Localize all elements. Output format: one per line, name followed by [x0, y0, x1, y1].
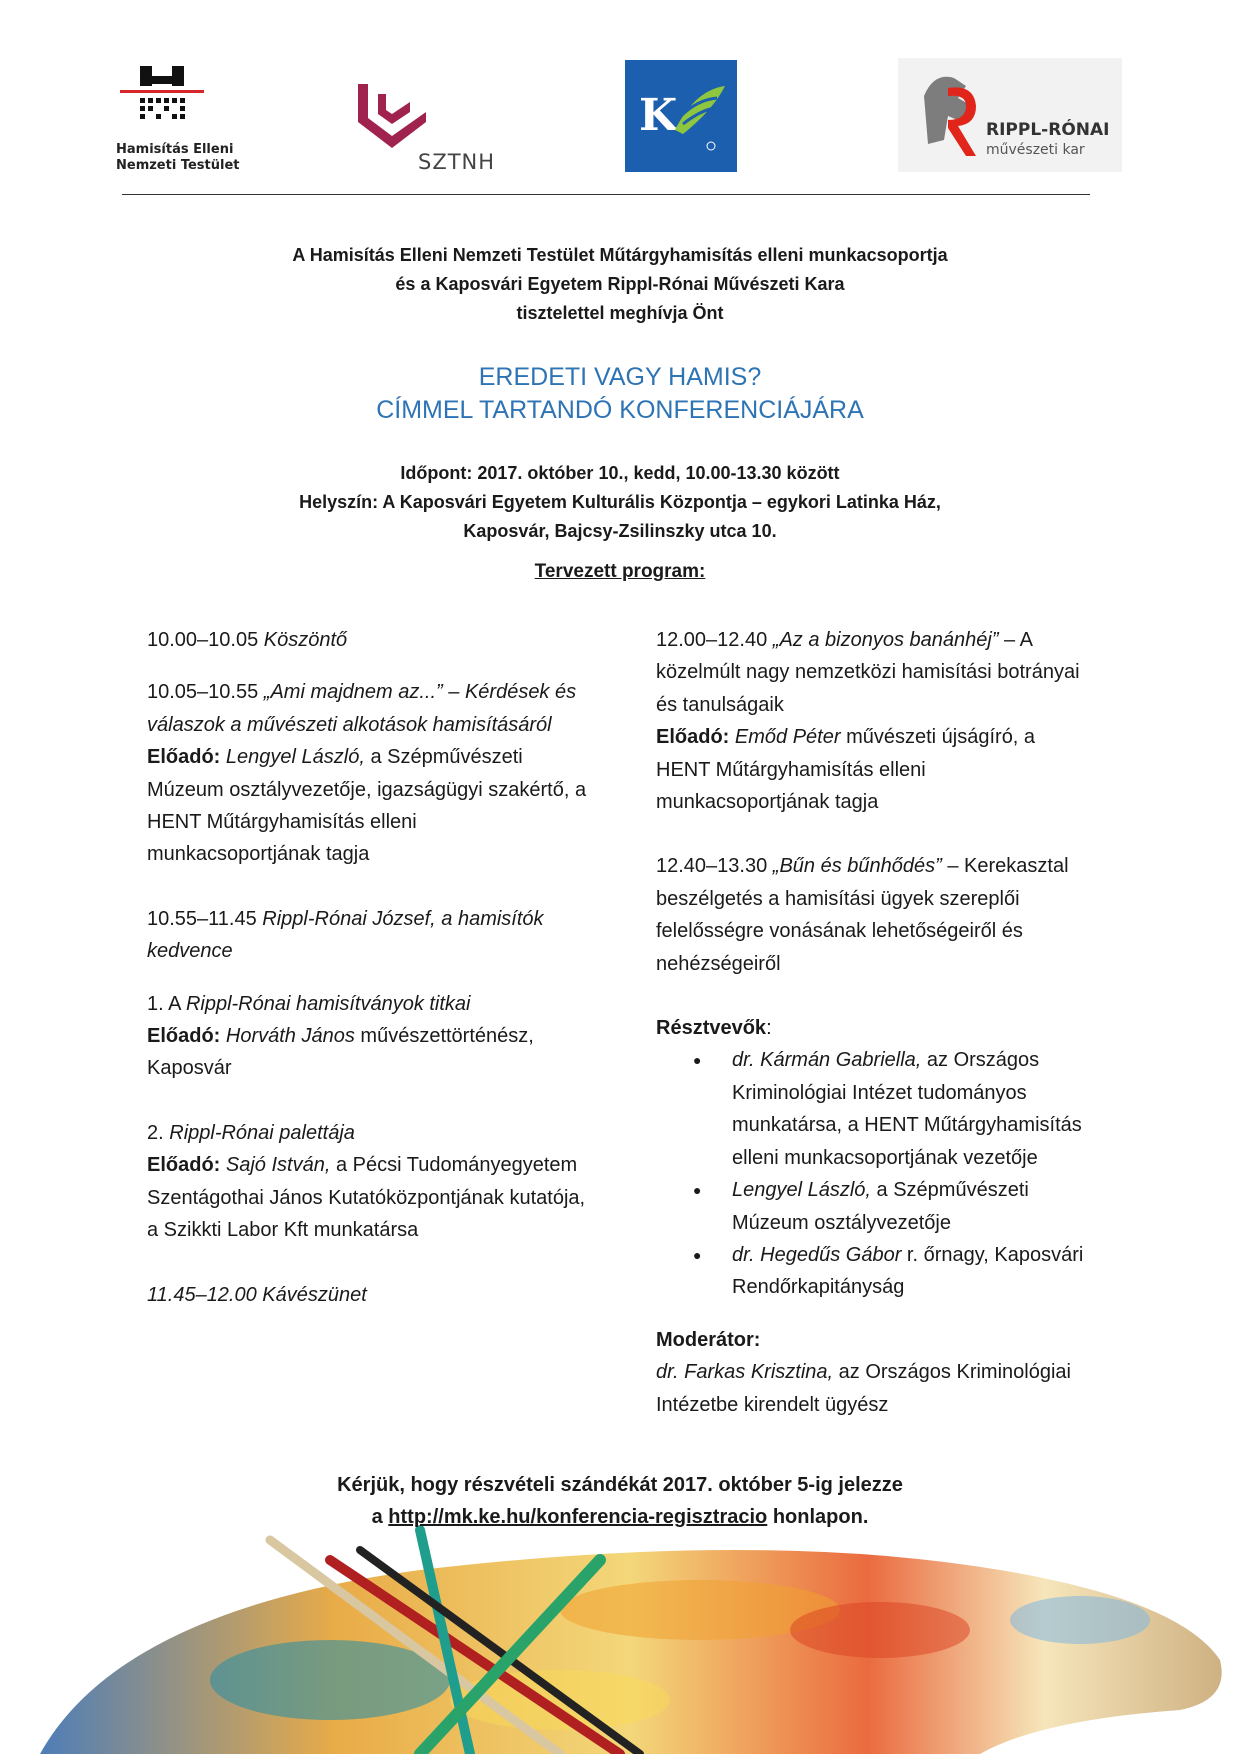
- moderator-description: az Országos Kriminológiai Intézetbe kirendelt ügyész: [656, 1361, 1071, 1416]
- hent-logo-text: [116, 142, 239, 174]
- program-item-welcome: [147, 624, 587, 656]
- program-title: Rippl-Rónai palettája: [169, 1121, 355, 1144]
- conference-title-line-2: CÍMMEL TARTANDÓ KONFERENCIÁJÁRA: [376, 396, 864, 424]
- participants-list: [656, 1044, 1086, 1303]
- intro-line-2: és a Kaposvári Egyetem Rippl-Rónai Művészeti Kara: [395, 274, 845, 294]
- program-heading: Tervezett program:: [534, 561, 706, 582]
- speaker-name: Lengyel László,: [220, 746, 365, 769]
- speaker-label: Előadó:: [147, 746, 221, 769]
- program-title: Rippl-Rónai hamisítványok titkai: [185, 992, 471, 1015]
- participants-colon: :: [766, 1017, 772, 1040]
- hent-logo-line2: Nemzeti Testület: [116, 158, 240, 173]
- participant-description: r. őrnagy, Kaposvári Rendőrkapitányság: [732, 1243, 1084, 1299]
- program-subtitle: – A közelmúlt nagy nemzetközi hamisítási botrányai és tanulságaik: [656, 629, 1080, 716]
- program-time: 10.05–10.55: [147, 681, 264, 704]
- registration-suffix: honlapon.: [767, 1506, 869, 1528]
- program-left-column: [147, 624, 587, 1311]
- moderator-block: [656, 1324, 1086, 1421]
- registration-note: [0, 1469, 1240, 1533]
- speaker-label: Előadó:: [147, 1154, 221, 1177]
- registration-prefix: a: [371, 1506, 389, 1528]
- participant-description: a Szépművészeti Múzeum osztályvezetője: [732, 1179, 1029, 1234]
- list-item: [656, 1044, 1086, 1174]
- speaker-description: művészettörténész, Kaposvár: [147, 1025, 534, 1080]
- event-venue-line-1: Helyszín: A Kaposvári Egyetem Kulturális Központja – egykori Latinka Ház,: [299, 492, 941, 512]
- list-item: [656, 1239, 1086, 1304]
- logo-bar: [0, 0, 1240, 200]
- program-subitem-2: [147, 1117, 587, 1247]
- program-item-lecture-2: [656, 624, 1086, 818]
- program-item-lecture-1: [147, 676, 587, 870]
- program-subitem-1: [147, 988, 587, 1085]
- event-details: [0, 459, 1240, 546]
- sztnh-emblem-icon: [352, 78, 432, 158]
- participants-heading: [656, 1012, 1086, 1044]
- intro-line-1: A Hamisítás Elleni Nemzeti Testület Műtárgyhamisítás elleni munkacsoportja: [292, 245, 948, 265]
- conference-title: [0, 361, 1240, 427]
- palette-brushes-illustration: [0, 1500, 1240, 1754]
- intro-line-3: tisztelettel meghívja Önt: [516, 303, 724, 323]
- speaker-label: Előadó:: [656, 726, 730, 749]
- hent-logo: [114, 66, 254, 178]
- subitem-number: 1. A: [147, 992, 186, 1015]
- speaker-name: Emőd Péter: [729, 726, 841, 749]
- program-title: „Bűn és bűnhődés”: [772, 855, 942, 878]
- ke-logo-letter: K: [639, 90, 678, 141]
- registration-line-2: [0, 1501, 1240, 1533]
- participant-name: Lengyel László,: [732, 1179, 871, 1202]
- hent-logo-line1: Hamisítás Elleni: [116, 142, 234, 157]
- coffee-break: 11.45–12.00 Kávészünet: [147, 1283, 367, 1306]
- event-time: Időpont: 2017. október 10., kedd, 10.00-13.30 között: [400, 463, 840, 483]
- ke-logo: [625, 60, 737, 172]
- speaker-label: Előadó:: [147, 1025, 221, 1048]
- participant-name: dr. Hegedűs Gábor: [732, 1243, 902, 1266]
- program-right-column: [656, 624, 1086, 1421]
- participant-description: az Országos Kriminológiai Intézet tudományos munkatársa, a HENT Műtárgyhamisítás elleni munkacsoportjának vezetője: [732, 1049, 1082, 1169]
- program-title: „Ami majdnem az...” – Kérdések és válaszok a művészeti alkotások hamisításáról: [147, 681, 577, 736]
- header-divider: [122, 194, 1090, 195]
- rippl-ronai-logo-title: RIPPL-RÓNAI: [986, 120, 1110, 140]
- moderator-label: Moderátor:: [656, 1328, 761, 1351]
- rippl-ronai-emblem-icon: [914, 66, 994, 166]
- event-venue-line-2: Kaposvár, Bajcsy-Zsilinszky utca 10.: [463, 521, 777, 541]
- speaker-name: Sajó István,: [220, 1154, 331, 1177]
- rippl-ronai-logo: [898, 58, 1122, 172]
- registration-line-1: Kérjük, hogy részvételi szándékát 2017. október 5-ig jelezze: [337, 1474, 903, 1496]
- conference-title-line-1: EREDETI VAGY HAMIS?: [478, 363, 762, 391]
- program-item-break: [147, 1279, 587, 1311]
- participants-label: Résztvevők: [656, 1017, 767, 1040]
- moderator-name: dr. Farkas Krisztina,: [656, 1361, 834, 1384]
- hent-emblem-icon: [114, 66, 254, 140]
- program-title: Köszöntő: [263, 629, 348, 651]
- list-item: [656, 1174, 1086, 1239]
- speaker-description: a Pécsi Tudományegyetem Szentágothai János Kutatóközpontjának kutatója, a Szikkti Labor Kft munkatársa: [147, 1154, 586, 1242]
- speaker-description: a Szépművészeti Múzeum osztályvezetője, igazságügyi szakértő, a HENT Műtárgyhamisítás elleni munkacsoportjának tagja: [147, 746, 587, 866]
- program-item-lecture-block: [147, 903, 587, 968]
- program-time: 10.00–10.05: [147, 629, 264, 651]
- invitation-intro: [0, 241, 1240, 328]
- registration-link[interactable]: http://mk.ke.hu/konferencia-regisztracio: [388, 1506, 768, 1528]
- sztnh-logo-text: SZTNH: [418, 150, 496, 174]
- program-title: Rippl-Rónai József, a hamisítók kedvence: [147, 907, 544, 963]
- rippl-ronai-logo-subtitle: művészeti kar: [986, 142, 1085, 158]
- subitem-number: 2.: [147, 1121, 170, 1144]
- program-time: 12.00–12.40: [656, 629, 773, 651]
- program-item-roundtable: [656, 850, 1086, 980]
- program-time: 10.55–11.45: [147, 907, 263, 930]
- speaker-name: Horváth János: [220, 1025, 355, 1048]
- speaker-description: művészeti újságíró, a HENT Műtárgyhamisítás elleni munkacsoportjának tagja: [656, 726, 1036, 814]
- program-time: 12.40–13.30: [656, 855, 773, 878]
- program-subtitle: – Kerekasztal beszélgetés a hamisítási ügyek szereplői felelősségre vonásának lehetőségeiről és nehézségeiről: [656, 855, 1069, 975]
- sztnh-logo: [352, 78, 502, 178]
- participant-name: dr. Kármán Gabriella,: [732, 1049, 922, 1072]
- ke-leaf-icon: [625, 60, 737, 172]
- program-title: „Az a bizonyos banánhéj”: [772, 629, 999, 651]
